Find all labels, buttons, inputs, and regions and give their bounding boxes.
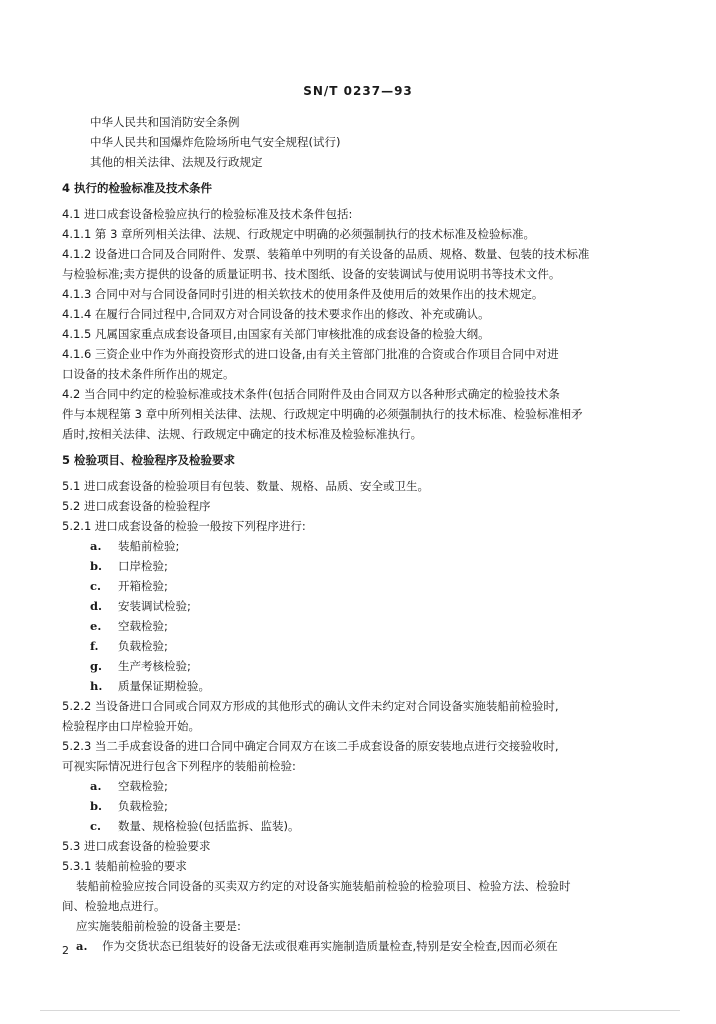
list-item xyxy=(62,616,628,636)
paragraph-5-2-1: 5.2.1 进口成套设备的检验一般按下列程序进行: xyxy=(62,519,306,533)
paragraph-5-2-3-cont: 可视实际情况进行包含下列程序的装船前检验: xyxy=(62,759,296,773)
list-item-text: 作为交货状态已组装好的设备无法或很难再实施制造质量检查,特别是安全检查,因而必须在 xyxy=(102,939,558,953)
paragraph-4-2: 4.2 当合同中约定的检验标准或技术条件(包括合同附件及由合同双方以各种形式确定的检验技术条 xyxy=(62,387,560,401)
paragraph-4-2-cont: 盾时,按相关法律、法规、行政规定中确定的技术标准及检验标准执行。 xyxy=(62,427,423,441)
list-item xyxy=(62,576,628,596)
list-item xyxy=(62,776,628,796)
paragraph-4-1-3: 4.1.3 合同中对与合同设备同时引进的相关软技术的使用条件及使用后的效果作出的技术规定。 xyxy=(62,287,544,301)
list-item-text: 质量保证期检验。 xyxy=(118,679,210,693)
list-item xyxy=(62,656,628,676)
list-item xyxy=(62,596,628,616)
list-item xyxy=(62,936,628,956)
paragraph-5-2: 5.2 进口成套设备的检验程序 xyxy=(62,499,211,513)
paragraph-5-3-1-body: 装船前检验应按合同设备的买卖双方约定的对设备实施装船前检验的检验项目、检验方法、检验时 xyxy=(76,879,571,893)
list-marker: b. xyxy=(90,559,103,573)
list-item xyxy=(62,796,628,816)
paragraph-5-3-1-body-cont: 间、检验地点进行。 xyxy=(62,899,166,913)
list-item-text: 口岸检验; xyxy=(118,559,168,573)
paragraph-5-3-1-devices: 应实施装船前检验的设备主要是: xyxy=(76,919,241,933)
list-item-text: 负载检验; xyxy=(118,639,168,653)
list-item-text: 空载检验; xyxy=(118,779,168,793)
list-marker: g. xyxy=(90,659,103,673)
list-item xyxy=(62,636,628,656)
list-item-text: 开箱检验; xyxy=(118,579,168,593)
regulation-item: 中华人民共和国爆炸危险场所电气安全规程(试行) xyxy=(90,135,341,149)
list-item-text: 装船前检验; xyxy=(118,539,180,553)
list-item xyxy=(62,536,628,556)
list-marker: e. xyxy=(90,619,102,633)
page-number: 2 xyxy=(62,944,69,957)
list-marker: a. xyxy=(90,539,102,553)
list-marker: c. xyxy=(90,819,102,833)
page-content xyxy=(62,112,628,956)
paragraph-4-1: 4.1 进口成套设备检验应执行的检验标准及技术条件包括: xyxy=(62,207,353,221)
paragraph-5-3: 5.3 进口成套设备的检验要求 xyxy=(62,839,211,853)
list-item xyxy=(62,816,628,836)
list-item-text: 负载检验; xyxy=(118,799,168,813)
list-marker: h. xyxy=(90,679,103,693)
paragraph-5-1: 5.1 进口成套设备的检验项目有包装、数量、规格、品质、安全或卫生。 xyxy=(62,479,429,493)
list-marker: a. xyxy=(90,779,102,793)
paragraph-5-2-2: 5.2.2 当设备进口合同或合同双方形成的其他形式的确认文件未约定对合同设备实施装船前检验时, xyxy=(62,699,559,713)
list-item-text: 数量、规格检验(包括监拆、监装)。 xyxy=(118,819,300,833)
section-4-heading: 4 执行的检验标准及技术条件 xyxy=(62,181,213,195)
paragraph-5-2-3: 5.2.3 当二手成套设备的进口合同中确定合同双方在该二手成套设备的原安装地点进行交接验收时, xyxy=(62,739,559,753)
list-item xyxy=(62,676,628,696)
standard-code-header: SN/T 0237—93 xyxy=(303,84,413,98)
paragraph-4-1-5: 4.1.5 凡属国家重点成套设备项目,由国家有关部门审核批准的成套设备的检验大纲。 xyxy=(62,327,490,341)
list-item-text: 安装调试检验; xyxy=(118,599,191,613)
paragraph-4-1-2-cont: 与检验标准;卖方提供的设备的质量证明书、技术图纸、设备的安装调试与使用说明书等技术文件。 xyxy=(62,267,561,281)
list-item-text: 空载检验; xyxy=(118,619,168,633)
paragraph-5-3-1: 5.3.1 装船前检验的要求 xyxy=(62,859,187,873)
footer-divider xyxy=(40,1010,680,1011)
list-marker: f. xyxy=(90,639,99,653)
paragraph-4-1-6: 4.1.6 三资企业中作为外商投资形式的进口设备,由有关主管部门批准的合资或合作项目合同中对进 xyxy=(62,347,559,361)
list-item-text: 生产考核检验; xyxy=(118,659,191,673)
list-marker: d. xyxy=(90,599,103,613)
list-marker: c. xyxy=(90,579,102,593)
regulation-item: 其他的相关法律、法规及行政规定 xyxy=(90,155,263,169)
regulation-item: 中华人民共和国消防安全条例 xyxy=(90,115,240,129)
section-5-heading: 5 检验项目、检验程序及检验要求 xyxy=(62,453,236,467)
paragraph-4-1-2: 4.1.2 设备进口合同及合同附件、发票、装箱单中列明的有关设备的品质、规格、数量、包装的技术标准 xyxy=(62,247,590,261)
list-marker: a. xyxy=(76,939,88,953)
paragraph-4-2-cont: 件与本规程第 3 章中所列相关法律、法规、行政规定中明确的必须强制执行的技术标准、检验标准相矛 xyxy=(62,407,583,421)
paragraph-5-2-2-cont: 检验程序由口岸检验开始。 xyxy=(62,719,200,733)
paragraph-4-1-6-cont: 口设备的技术条件所作出的规定。 xyxy=(62,367,235,381)
paragraph-4-1-1: 4.1.1 第 3 章所列相关法律、法规、行政规定中明确的必须强制执行的技术标准及检验标准。 xyxy=(62,227,536,241)
list-marker: b. xyxy=(90,799,103,813)
paragraph-4-1-4: 4.1.4 在履行合同过程中,合同双方对合同设备的技术要求作出的修改、补充或确认。 xyxy=(62,307,490,321)
list-item xyxy=(62,556,628,576)
